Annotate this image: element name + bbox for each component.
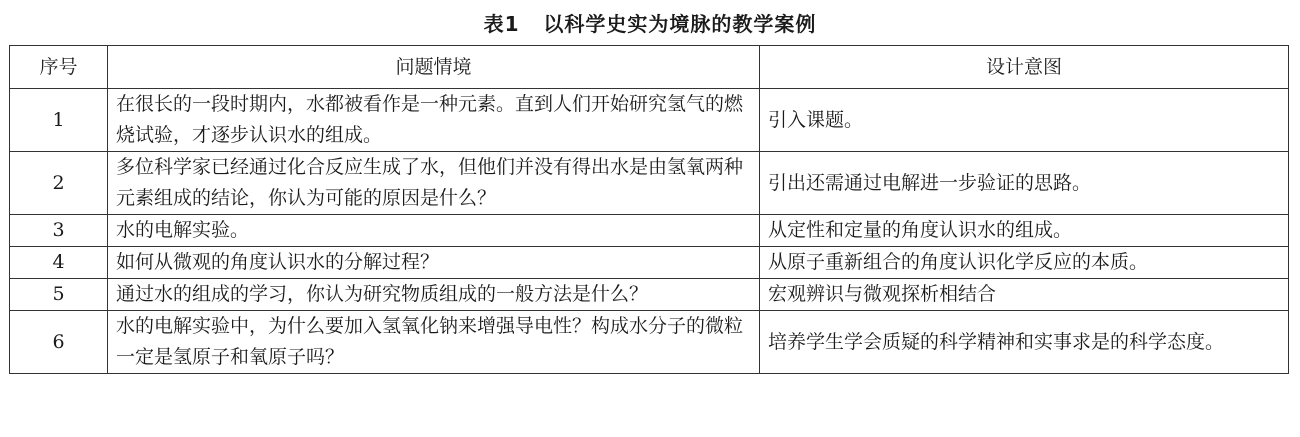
row-intent: 引入课题。	[760, 89, 1289, 152]
header-row	[10, 46, 1289, 89]
table-caption	[0, 8, 1300, 37]
row-number: 4	[10, 247, 108, 279]
row-question: 多位科学家已经通过化合反应生成了水，但他们并没有得出水是由氢氧两种元素组成的结论，你认为可能的原因是什么？	[108, 152, 760, 215]
header-question: 问题情境	[108, 46, 760, 89]
row-number: 3	[10, 215, 108, 247]
row-intent: 从定性和定量的角度认识水的组成。	[760, 215, 1289, 247]
caption-title: 以科学史实为境脉的教学案例	[543, 12, 817, 36]
row-intent: 引出还需通过电解进一步验证的思路。	[760, 152, 1289, 215]
row-question: 水的电解实验中，为什么要加入氢氧化钠来增强导电性？构成水分子的微粒一定是氢原子和氧原子吗？	[108, 311, 760, 374]
row-intent: 从原子重新组合的角度认识化学反应的本质。	[760, 247, 1289, 279]
row-number: 1	[10, 89, 108, 152]
row-number: 6	[10, 311, 108, 374]
teaching-case-table	[9, 45, 1289, 374]
row-number: 5	[10, 279, 108, 311]
header-intent: 设计意图	[760, 46, 1289, 89]
row-intent: 培养学生学会质疑的科学精神和实事求是的科学态度。	[760, 311, 1289, 374]
table-row	[10, 247, 1289, 279]
table-row	[10, 152, 1289, 215]
caption-label: 表1	[483, 12, 520, 36]
row-question: 在很长的一段时期内，水都被看作是一种元素。直到人们开始研究氢气的燃烧试验，才逐步认识水的组成。	[108, 89, 760, 152]
row-question: 如何从微观的角度认识水的分解过程？	[108, 247, 760, 279]
table-row	[10, 279, 1289, 311]
table-row	[10, 89, 1289, 152]
row-intent: 宏观辨识与微观探析相结合	[760, 279, 1289, 311]
table-row	[10, 215, 1289, 247]
row-number: 2	[10, 152, 108, 215]
table-row	[10, 311, 1289, 374]
row-question: 通过水的组成的学习，你认为研究物质组成的一般方法是什么？	[108, 279, 760, 311]
header-number: 序号	[10, 46, 108, 89]
row-question: 水的电解实验。	[108, 215, 760, 247]
